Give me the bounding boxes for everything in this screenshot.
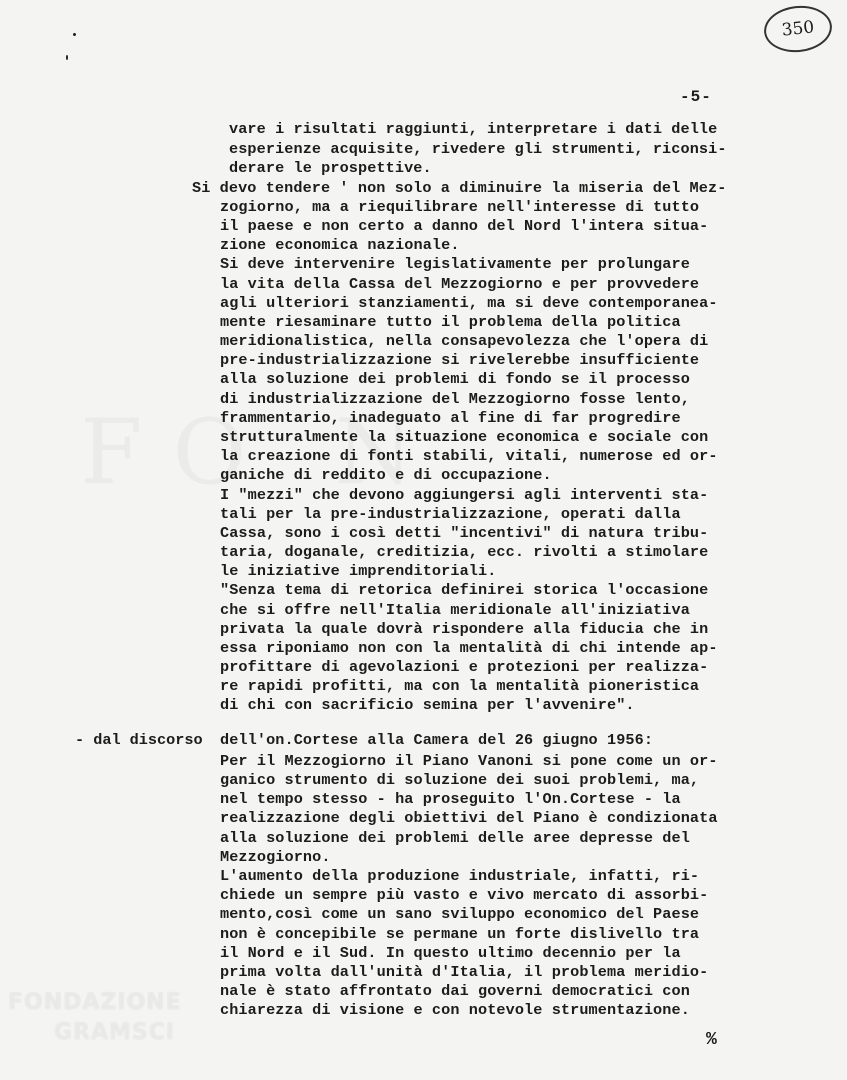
ink-speck bbox=[66, 55, 68, 60]
text-line: Si deve intervenire legislativamente per prolungare bbox=[220, 255, 690, 273]
text-line: ganico strumento di soluzione dei suoi problemi, ma, bbox=[220, 771, 700, 789]
text-line: la vita della Cassa del Mezzogiorno e per provvedere bbox=[220, 275, 700, 293]
text-line: nel tempo stesso - ha proseguito l'On.Cortese - la bbox=[220, 790, 681, 808]
text-line: Per il Mezzogiorno il Piano Vanoni si pone come un or- bbox=[220, 752, 718, 770]
text-line: alla soluzione dei problemi di fondo se il processo bbox=[220, 370, 690, 388]
continuation-mark: % bbox=[706, 1030, 717, 1050]
text-line: ganiche di reddito e di occupazione. bbox=[220, 466, 552, 484]
text-line: chiede un sempre più vasto e vivo mercato di assorbi- bbox=[220, 886, 709, 904]
page-number: -5- bbox=[680, 88, 712, 106]
text-line: le iniziative imprenditoriali. bbox=[220, 562, 497, 580]
text-line: il Nord e il Sud. In questo ultimo decennio per la bbox=[220, 944, 681, 962]
text-line: meridionalistica, nella consapevolezza che l'opera di bbox=[220, 332, 709, 350]
text-line: chiarezza di visione e con notevole strumentazione. bbox=[220, 1001, 690, 1019]
watermark-line-1: FONDAZIONE bbox=[8, 990, 182, 1015]
watermark-line-2: GRAMSCI bbox=[54, 1020, 176, 1045]
fondazione-gramsci-watermark bbox=[8, 988, 182, 1048]
text-line: zogiorno, ma a riequilibrare nell'interesse di tutto bbox=[220, 198, 700, 216]
text-line: privata la quale dovrà rispondere alla fiducia che in bbox=[220, 620, 709, 638]
text-line: mento,così come un sano sviluppo economico del Paese bbox=[220, 905, 700, 923]
text-line: profittare di agevolazioni e protezioni per realizza- bbox=[220, 658, 709, 676]
text-line: Cassa, sono i così detti "incentivi" di natura tribu- bbox=[220, 524, 709, 542]
text-line: Si devo tendere ' non solo a diminuire la miseria del Mez- bbox=[192, 179, 727, 197]
text-line: re rapidi profitti, ma con la mentalità pioneristica bbox=[220, 677, 700, 695]
text-line: dell'on.Cortese alla Camera del 26 giugno 1956: bbox=[220, 731, 654, 749]
text-line: derare le prospettive. bbox=[229, 159, 432, 177]
text-line: taria, doganale, creditizia, ecc. rivolti a stimolare bbox=[220, 543, 709, 561]
text-line: la creazione di fonti stabili, vitali, numerose ed or- bbox=[220, 447, 718, 465]
text-line: prima volta dall'unità d'Italia, il problema meridio- bbox=[220, 963, 709, 981]
text-line: nale è stato affrontato dai governi democratici con bbox=[220, 982, 690, 1000]
text-line: pre-industrializzazione si rivelerebbe insufficiente bbox=[220, 351, 700, 369]
text-line: tali per la pre-industrializzazione, operati dalla bbox=[220, 505, 681, 523]
text-line: mente riesaminare tutto il problema della politica bbox=[220, 313, 681, 331]
text-line: esperienze acquisite, rivedere gli strumenti, riconsi- bbox=[229, 140, 727, 158]
text-line: I "mezzi" che devono aggiungersi agli interventi sta- bbox=[220, 486, 709, 504]
text-line: realizzazione degli obiettivi del Piano è condizionata bbox=[220, 809, 718, 827]
text-line: non è concepibile se permane un forte dislivello tra bbox=[220, 925, 700, 943]
text-line: "Senza tema di retorica definirei storica l'occasione bbox=[220, 581, 709, 599]
text-line: che si offre nell'Italia meridionale all'iniziativa bbox=[220, 601, 690, 619]
text-line: L'aumento della produzione industriale, infatti, ri- bbox=[220, 867, 700, 885]
text-line: di chi con sacrificio semina per l'avvenire". bbox=[220, 696, 635, 714]
text-line: zione economica nazionale. bbox=[220, 236, 460, 254]
text-line: vare i risultati raggiunti, interpretare i dati delle bbox=[229, 120, 718, 138]
text-line: Mezzogiorno. bbox=[220, 848, 331, 866]
text-line: alla soluzione dei problemi delle aree depresse del bbox=[220, 829, 690, 847]
text-line: agli ulteriori stanziamenti, ma si deve contemporanea- bbox=[220, 294, 718, 312]
text-line: di industrializzazione del Mezzogiorno fosse lento, bbox=[220, 390, 690, 408]
archive-page-number: 350 bbox=[762, 3, 834, 56]
text-line: strutturalmente la situazione economica e sociale con bbox=[220, 428, 709, 446]
text-line: frammentario, inadeguato al fine di far progredire bbox=[220, 409, 681, 427]
ink-speck bbox=[73, 33, 76, 36]
section-label: - dal discorso bbox=[75, 731, 203, 749]
text-line: il paese e non certo a danno del Nord l'intera situa- bbox=[220, 217, 709, 235]
text-line: essa riponiamo non con la mentalità di chi intende ap- bbox=[220, 639, 718, 657]
